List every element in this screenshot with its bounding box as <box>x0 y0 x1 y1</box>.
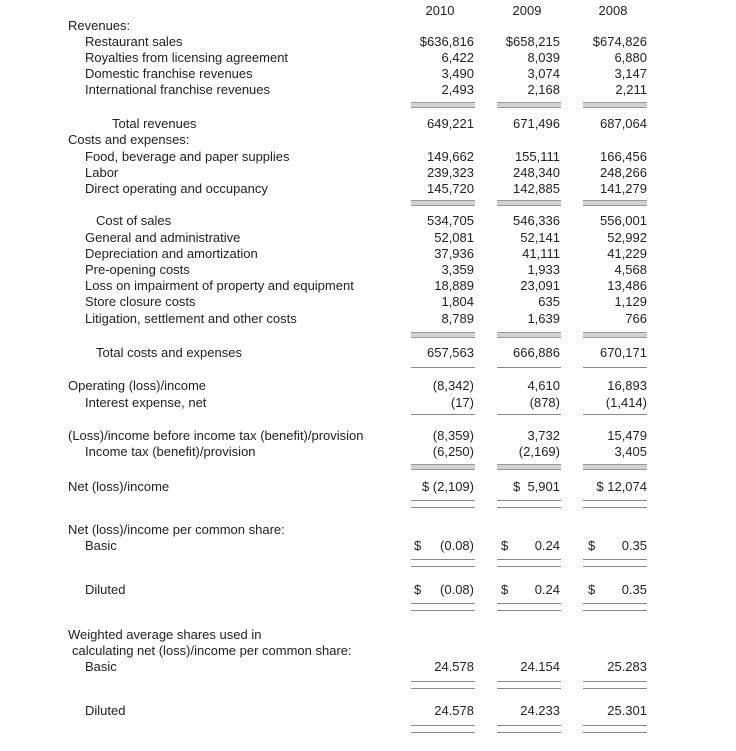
row-value: 4,568 <box>614 262 647 277</box>
rule <box>497 414 561 415</box>
double-rule <box>583 559 647 567</box>
row-label: Interest expense, net <box>85 395 207 410</box>
row-value: 6,422 <box>441 50 474 65</box>
row-value: 41,111 <box>522 246 560 261</box>
row-label: Restaurant sales <box>85 34 183 49</box>
double-rule <box>411 500 475 508</box>
row-value: 766 <box>625 311 647 326</box>
row-value: 37,936 <box>434 246 474 261</box>
rule <box>411 414 475 415</box>
row-value: 0.35 <box>621 538 647 553</box>
row-label: General and administrative <box>85 230 241 245</box>
row-value: 1,129 <box>614 294 647 309</box>
row-value: 6,880 <box>614 50 647 65</box>
row-value: (2,169) <box>518 444 560 459</box>
double-rule <box>583 603 647 611</box>
currency-symbol: $ <box>501 582 509 597</box>
row-value: 0.35 <box>621 582 647 597</box>
row-value: 52,081 <box>434 230 474 245</box>
row-value: 248,340 <box>513 165 560 180</box>
row-value: (1,414) <box>605 395 647 410</box>
row-label: Litigation, settlement and other costs <box>85 311 297 326</box>
double-rule <box>583 500 647 508</box>
row-value: 13,486 <box>607 278 647 293</box>
currency-symbol: $ <box>588 538 596 553</box>
row-value: 546,336 <box>513 213 560 228</box>
row-value: (8,359) <box>432 428 474 443</box>
row-value: $636,816 <box>419 34 474 49</box>
row-value: (6,250) <box>432 444 474 459</box>
row-value: 635 <box>538 294 560 309</box>
rule <box>497 367 561 368</box>
row-value: 4,610 <box>527 378 560 393</box>
row-label: Cost of sales <box>96 213 172 228</box>
double-rule <box>411 559 475 567</box>
row-value: 24.578 <box>434 703 474 718</box>
row-value: (0.08) <box>440 538 474 553</box>
row-value: 52,141 <box>520 230 560 245</box>
row-value: 166,456 <box>600 149 647 164</box>
currency-symbol: $ <box>414 582 422 597</box>
subtotal-rule <box>497 102 561 108</box>
row-label: Store closure costs <box>85 294 196 309</box>
year-header-2010: 2010 <box>425 3 455 18</box>
row-value: 0.24 <box>534 582 560 597</box>
double-rule <box>497 559 561 567</box>
section-label: Revenues: <box>68 18 131 33</box>
row-value: 41,229 <box>607 246 647 261</box>
row-value: $658,215 <box>505 34 560 49</box>
row-value: 149,662 <box>427 149 474 164</box>
subtotal-rule <box>497 464 561 470</box>
row-value: 18,889 <box>434 278 474 293</box>
row-value: 671,496 <box>513 116 560 131</box>
row-value: 155,111 <box>514 149 560 164</box>
row-label: Royalties from licensing agreement <box>85 50 289 65</box>
currency-symbol: $ <box>414 538 422 553</box>
rule <box>583 414 647 415</box>
row-value: 3,490 <box>441 66 474 81</box>
row-label: Direct operating and occupancy <box>85 181 268 196</box>
subtotal-rule <box>583 102 647 108</box>
row-label: Food, beverage and paper supplies <box>85 149 290 164</box>
row-value: 25.283 <box>607 659 647 674</box>
subtotal-rule <box>583 200 647 206</box>
row-value: 248,266 <box>600 165 647 180</box>
currency-symbol: $ <box>501 538 509 553</box>
subtotal-rule <box>583 464 647 470</box>
row-label: Net (loss)/income <box>68 479 170 494</box>
row-label: (Loss)/income before income tax (benefit)/provision <box>68 428 364 443</box>
row-label: Income tax (benefit)/provision <box>85 444 256 459</box>
row-label: Loss on impairment of property and equipment <box>85 278 354 293</box>
section-label: Weighted average shares used in <box>68 627 262 642</box>
subtotal-rule <box>497 332 561 338</box>
row-value: 2,493 <box>441 82 474 97</box>
subtotal-rule <box>411 102 475 108</box>
row-label: Basic <box>85 538 117 553</box>
row-value: (8,342) <box>432 378 474 393</box>
section-label: Costs and expenses: <box>68 132 190 147</box>
row-value: 24.154 <box>520 659 560 674</box>
row-value: (878) <box>529 395 560 410</box>
section-label: calculating net (loss)/income per common share: <box>72 643 352 658</box>
year-header-2009: 2009 <box>512 3 542 18</box>
subtotal-rule <box>583 332 647 338</box>
subtotal-rule <box>497 200 561 206</box>
double-rule <box>583 681 647 689</box>
row-value: 2,211 <box>615 82 647 97</box>
row-value: $ (2,109) <box>421 479 474 494</box>
row-label: Domestic franchise revenues <box>85 66 253 81</box>
row-value: 239,323 <box>427 165 474 180</box>
double-rule <box>411 725 475 733</box>
double-rule <box>411 681 475 689</box>
row-value: 142,885 <box>513 181 560 196</box>
row-label: Diluted <box>85 582 126 597</box>
currency-symbol: $ <box>588 582 596 597</box>
rule <box>411 367 475 368</box>
row-value: 649,221 <box>427 116 474 131</box>
row-value: 534,705 <box>427 213 474 228</box>
row-value: 25.301 <box>607 703 647 718</box>
row-value: 0.24 <box>534 538 560 553</box>
row-value: $674,826 <box>592 34 647 49</box>
year-header-2008: 2008 <box>598 3 628 18</box>
row-value: 1,933 <box>527 262 560 277</box>
row-value: 3,359 <box>441 262 474 277</box>
row-value: 24.578 <box>434 659 474 674</box>
row-value: 145,720 <box>427 181 474 196</box>
row-value: 687,064 <box>600 116 647 131</box>
row-label: Operating (loss)/income <box>68 378 206 393</box>
row-label: Pre-opening costs <box>85 262 190 277</box>
row-value: 556,001 <box>600 213 647 228</box>
row-label: Depreciation and amortization <box>85 246 258 261</box>
row-label: Labor <box>85 165 119 180</box>
double-rule <box>497 500 561 508</box>
row-value: 3,405 <box>614 444 647 459</box>
row-value: 666,886 <box>513 345 560 360</box>
row-value: (0.08) <box>440 582 474 597</box>
row-value: 52,992 <box>607 230 647 245</box>
row-label: Total costs and expenses <box>96 345 242 360</box>
section-label: Net (loss)/income per common share: <box>68 522 285 537</box>
row-label: International franchise revenues <box>85 82 271 97</box>
row-value: $ 12,074 <box>596 479 647 494</box>
row-label: Diluted <box>85 703 126 718</box>
double-rule <box>583 725 647 733</box>
double-rule <box>497 681 561 689</box>
row-value: 3,074 <box>527 66 560 81</box>
row-value: (17) <box>450 395 474 410</box>
row-value: 3,732 <box>527 428 560 443</box>
subtotal-rule <box>411 332 475 338</box>
row-value: 670,171 <box>600 345 647 360</box>
row-value: 141,279 <box>600 181 647 196</box>
subtotal-rule <box>411 200 475 206</box>
row-value: 23,091 <box>520 278 560 293</box>
row-value: 8,039 <box>527 50 560 65</box>
row-value: 1,639 <box>527 311 560 326</box>
row-value: 24.233 <box>520 703 560 718</box>
row-label: Basic <box>85 659 117 674</box>
row-value: 2,168 <box>527 82 560 97</box>
row-value: 8,789 <box>441 311 474 326</box>
double-rule <box>497 725 561 733</box>
row-value: 15,479 <box>607 428 647 443</box>
double-rule <box>497 603 561 611</box>
row-value: 16,893 <box>607 378 647 393</box>
row-label: Total revenues <box>112 116 197 131</box>
row-value: 657,563 <box>427 345 474 360</box>
double-rule <box>411 603 475 611</box>
subtotal-rule <box>411 464 475 470</box>
row-value: $ 5,901 <box>513 479 560 494</box>
row-value: 1,804 <box>441 294 474 309</box>
rule <box>583 367 647 368</box>
row-value: 3,147 <box>614 66 647 81</box>
